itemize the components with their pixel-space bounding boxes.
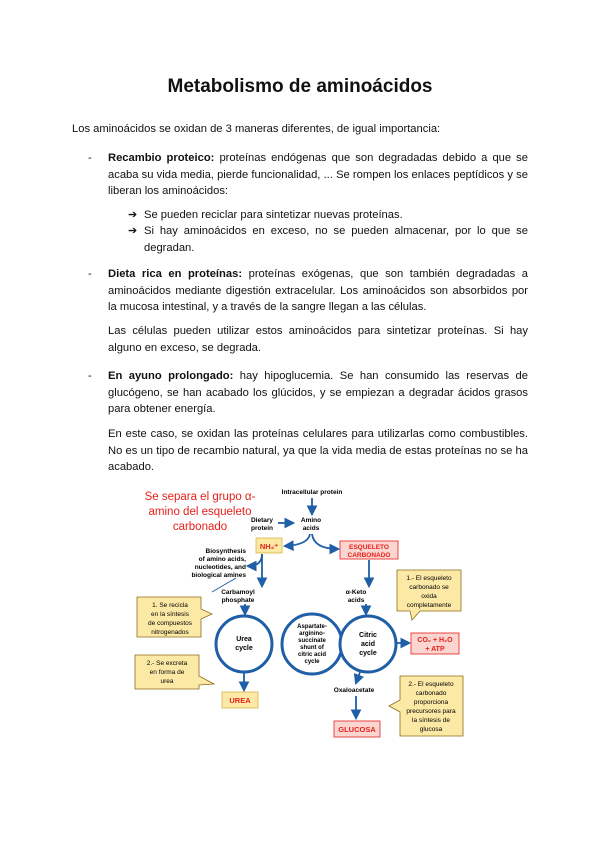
note-reciclaje-text: nitrogenados: [151, 629, 189, 636]
note-reciclaje-text: 1. Se recicla: [152, 602, 188, 609]
bullet-dash: -: [88, 370, 92, 382]
red-note-line: amino del esqueleto: [148, 506, 252, 518]
note-reciclaje-text: en la síntesis: [151, 611, 189, 618]
arrow-bullet-icon: ➔: [128, 209, 138, 221]
sub-item: Si hay aminoácidos en exceso, no se pueden almacenar, por lo que se degradan.: [144, 225, 528, 254]
nh4-label: NH₄⁺: [259, 542, 279, 551]
note-excrecion-text: urea: [160, 678, 174, 685]
arrow-to-biosynthesis: [248, 554, 262, 566]
carbamoyl-label: Carbamoyl: [221, 589, 255, 596]
arrow-to-oxaloacetate: [356, 672, 360, 683]
biosynthesis-label: nucleotides, and: [194, 564, 246, 571]
note-excrecion-text: en forma de: [149, 669, 185, 676]
urea-cycle-label: Urea: [236, 636, 252, 643]
shunt-label: succinate: [298, 638, 326, 644]
section-text: proteínas endógenas que son degradadas debido a que se acaba su vida media, pierde funcionalidad, ... Se rompen los enlaces peptídicos y se liberan los aminoácidos:: [108, 152, 528, 197]
shunt-circle: [282, 614, 342, 674]
co2-label: CO₂ + H₂O: [417, 637, 453, 644]
note-glucosa-text: precursores para: [406, 708, 456, 715]
note-reciclaje-text: de compuestos: [147, 620, 193, 627]
keto-label: α-Keto: [345, 589, 367, 596]
shunt-label: citric acid: [297, 652, 327, 658]
shunt-label: Aspartate-: [297, 624, 327, 630]
label-intracellular-protein: Intracellular protein: [281, 489, 343, 496]
label-dietary: protein: [250, 525, 274, 532]
shunt-label: argininо-: [299, 631, 325, 637]
note-glucosa-text: glucosa: [419, 726, 443, 733]
note-excrecion-text: 2.- Se excreta: [146, 660, 188, 667]
note-oxidacion-text: 1.- El esqueleto: [406, 575, 452, 582]
citric-cycle-label: Citric: [359, 632, 377, 639]
label-dietary: Dietary: [250, 517, 274, 524]
note-glucosa-text: 2.- El esqueleto: [408, 681, 454, 688]
note-oxidacion-text: oxida: [421, 593, 437, 600]
note-glucosa-text: carbonado: [415, 690, 447, 697]
urea-cycle-circle: [216, 616, 272, 672]
citric-cycle-label: acid: [360, 641, 376, 648]
section-paragraph: En este caso, se oxidan las proteínas celulares para utilizarlas como combustibles. No es un tipo de recambio natural, ya que la vida media de estas proteínas no se ha acabado.: [108, 428, 528, 473]
intro-paragraph: Los aminoácidos se oxidan de 3 maneras diferentes, de igual importancia:: [72, 123, 441, 135]
note-glucosa-text: la síntesis de: [412, 717, 450, 724]
red-note-line: carbonado: [172, 521, 228, 533]
co2-label: + ATP: [425, 646, 445, 653]
carbamoyl-label: phosphate: [221, 597, 255, 604]
note-oxidacion-text: completamente: [406, 602, 452, 609]
bullet-dash: -: [88, 268, 92, 280]
esqueleto-label: CARBONADO: [347, 552, 391, 559]
section-text: hay hipoglucemia. Se han consumido las reservas de glucógeno, se han acabado los glúcidos, y se empiezan a degradar ácidos grasos para obtener energía.: [108, 370, 528, 415]
bullet-dash: -: [88, 152, 92, 164]
section-heading: Dieta rica en proteínas:: [108, 268, 243, 280]
biosynthesis-label: Biosynthesis: [205, 548, 246, 555]
shunt-label: shunt of: [300, 645, 324, 651]
note-oxidacion-text: carbonado se: [409, 584, 449, 591]
note-glucosa-text: proporciona: [413, 699, 449, 706]
glucosa-label: GLUCOSA: [338, 725, 376, 734]
urea-label: UREA: [229, 696, 251, 705]
label-amino-acids: acids: [302, 525, 320, 532]
section-text: proteínas exógenas, que son también degradadas a aminoácidos mediante digestión extracelular. Los aminoácidos son absorbidos por la mucosa intestinal, y a través de la sangre llegan a las células.: [108, 268, 528, 313]
red-note-line: Se separa el grupo α-: [144, 491, 256, 503]
arrow-bullet-icon: ➔: [128, 225, 138, 237]
section-heading: En ayuno prolongado:: [108, 370, 234, 382]
keto-label: acids: [347, 597, 365, 604]
section-heading: Recambio proteico:: [108, 152, 215, 164]
esqueleto-label: ESQUELETO: [349, 544, 389, 551]
arrow-to-nh4: [285, 534, 310, 546]
oxaloacetate-label: Oxaloacetate: [333, 687, 375, 694]
urea-cycle-label: cycle: [235, 645, 253, 652]
label-amino-acids: Amino: [300, 517, 322, 524]
shunt-label: cycle: [304, 659, 320, 665]
biosynthesis-label: biological amines: [191, 572, 246, 579]
citric-cycle-label: cycle: [359, 650, 377, 657]
sub-item: Se pueden reciclar para sintetizar nuevas proteínas.: [144, 209, 403, 221]
section-paragraph: Las células pueden utilizar estos aminoácidos para sintetizar proteínas. Si hay alguno en exceso, se degrada.: [108, 325, 528, 354]
arrow-to-esqueleto: [312, 534, 338, 549]
page-title: Metabolismo de aminoácidos: [167, 76, 433, 97]
biosynthesis-label: of amino acids,: [198, 556, 246, 563]
